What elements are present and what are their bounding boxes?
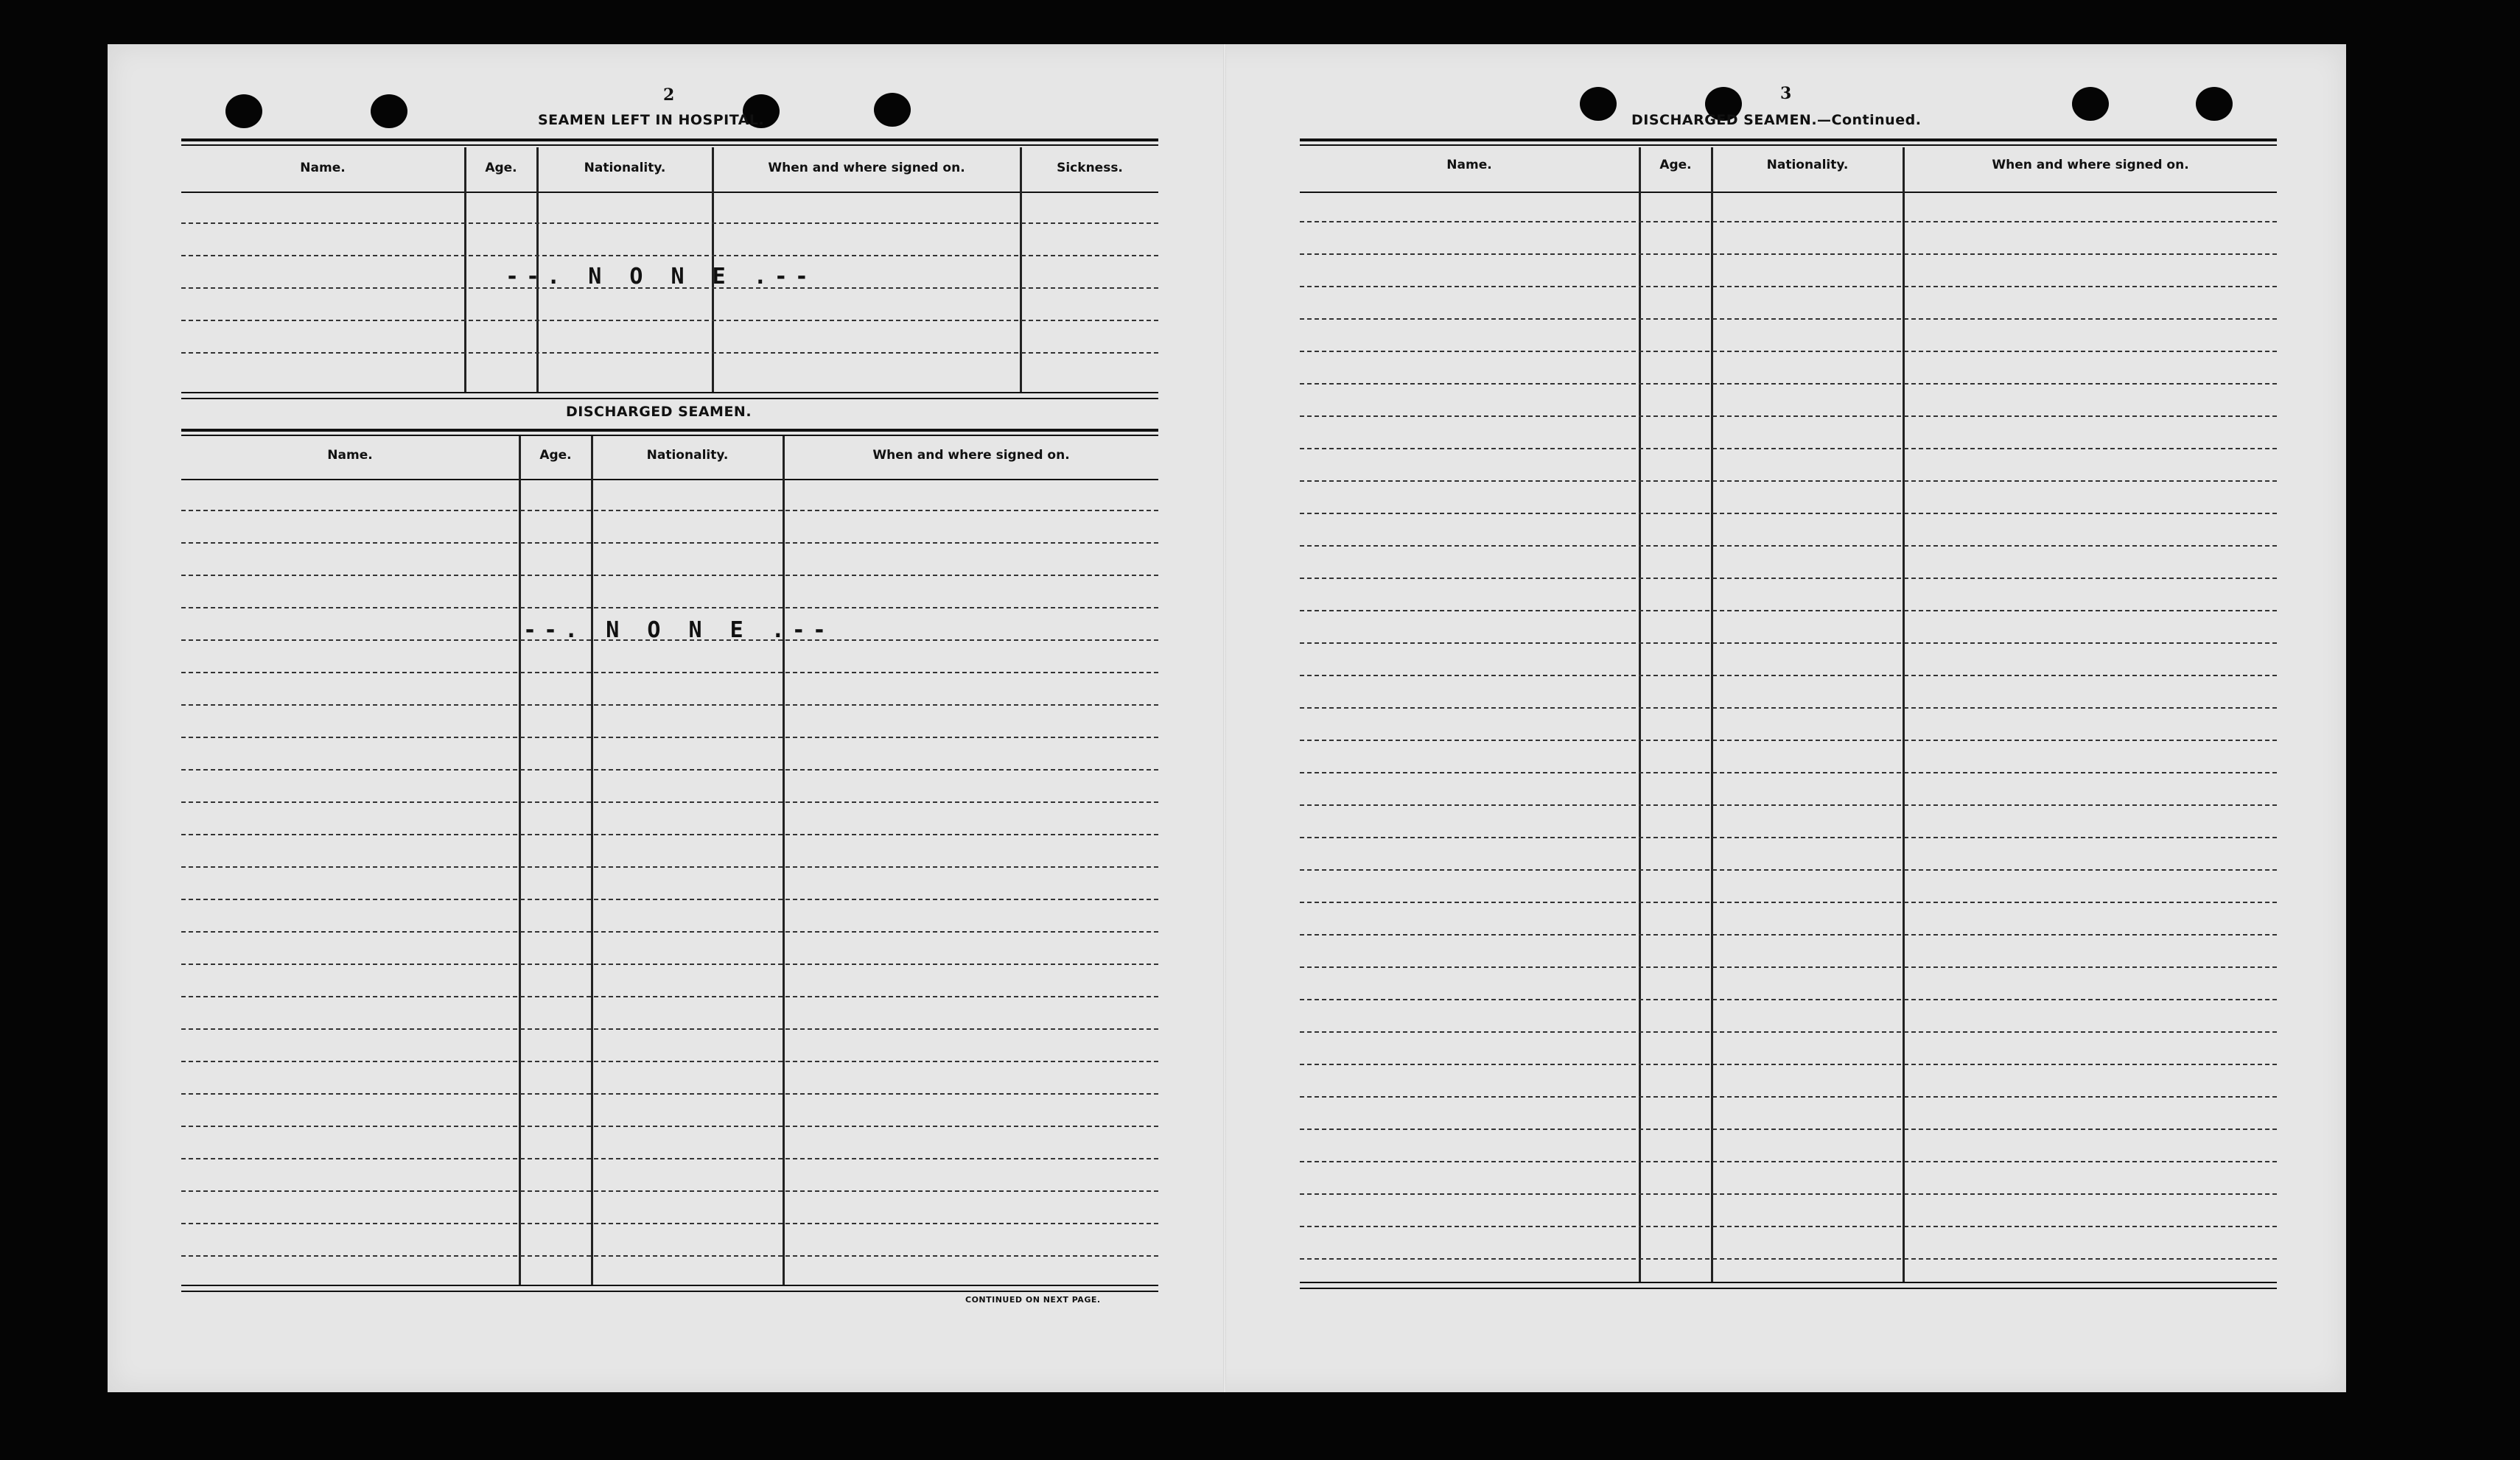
table-row [181, 704, 1158, 706]
col-head-age: Age. [1659, 158, 1692, 172]
table-row [181, 1028, 1158, 1030]
section-rule [181, 392, 1158, 393]
table-row [1300, 351, 2277, 352]
top-rule [181, 138, 1158, 141]
table-row [1300, 286, 2277, 287]
table-row [181, 575, 1158, 576]
col-head-name: Name. [1446, 158, 1492, 172]
table-row [181, 1223, 1158, 1224]
top-rule [1300, 138, 2277, 141]
table-row [1300, 934, 2277, 936]
col-head-signed-on: When and where signed on. [872, 448, 1070, 463]
continued-note: CONTINUED ON NEXT PAGE. [965, 1295, 1101, 1305]
table-row [1300, 1161, 2277, 1162]
table-row [1300, 448, 2277, 449]
hospital-none-entry: --. N O N E .-- [505, 264, 816, 289]
page-number: 2 [663, 85, 675, 105]
table-row [1300, 740, 2277, 741]
table-row [1300, 221, 2277, 222]
col-head-nationality: Nationality. [584, 161, 666, 175]
table-row [181, 320, 1158, 321]
table-row [181, 1061, 1158, 1062]
table-row [1300, 966, 2277, 968]
hospital-section-title: SEAMEN LEFT IN HOSPITAL. [538, 112, 765, 128]
section-rule [181, 435, 1158, 436]
bottom-rule [1300, 1288, 2277, 1289]
punch-hole [874, 93, 911, 127]
bottom-rule [1300, 1282, 2277, 1283]
table-row [1300, 415, 2277, 417]
col-head-age: Age. [485, 161, 517, 175]
table-row [1300, 1064, 2277, 1065]
col-head-signed-on: When and where signed on. [1992, 158, 2189, 172]
section-rule [181, 398, 1158, 399]
col-head-sickness: Sickness. [1057, 161, 1123, 175]
bottom-rule [181, 1285, 1158, 1286]
table-row [1300, 480, 2277, 482]
table-row [181, 1126, 1158, 1127]
table-row [1300, 837, 2277, 838]
table-row [1300, 642, 2277, 644]
punch-hole [371, 94, 407, 128]
section-rule [181, 429, 1158, 432]
table-row [181, 510, 1158, 511]
col-head-nationality: Nationality. [1766, 158, 1849, 172]
table-row [1300, 902, 2277, 903]
table-row [1300, 999, 2277, 1000]
table-row [1300, 253, 2277, 255]
table-row [181, 542, 1158, 544]
discharged-continued-title: DISCHARGED SEAMEN.—Continued. [1631, 112, 1922, 128]
col-head-age: Age. [539, 448, 572, 463]
table-row [181, 1093, 1158, 1095]
table-row [1300, 1031, 2277, 1033]
table-row [181, 255, 1158, 256]
table-row [181, 1158, 1158, 1159]
table-row [181, 737, 1158, 738]
table-row [181, 1255, 1158, 1257]
punch-hole [1580, 87, 1617, 121]
col-head-name: Name. [327, 448, 373, 463]
table-row [1300, 804, 2277, 806]
table-row [181, 769, 1158, 771]
hospital-rows [181, 192, 1158, 392]
punch-hole [2072, 87, 2109, 121]
table-row [1300, 707, 2277, 709]
table-row [1300, 513, 2277, 514]
table-row [181, 607, 1158, 608]
top-rule-inner [181, 144, 1158, 146]
table-row [1300, 318, 2277, 320]
page-number: 3 [1780, 84, 1792, 103]
table-row [181, 801, 1158, 803]
table-row [1300, 1258, 2277, 1260]
discharged-none-entry: --. N O N E .-- [523, 617, 833, 643]
table-row [1300, 675, 2277, 676]
top-rule-inner [1300, 144, 2277, 146]
col-head-nationality: Nationality. [646, 448, 729, 463]
col-head-name: Name. [300, 161, 346, 175]
table-row [181, 964, 1158, 965]
discharged-section-title: DISCHARGED SEAMEN. [566, 404, 752, 420]
table-row [181, 899, 1158, 900]
table-row [1300, 578, 2277, 579]
discharged-rows [181, 479, 1158, 1285]
table-row [181, 1190, 1158, 1192]
punch-hole [2196, 87, 2233, 121]
table-row [181, 996, 1158, 997]
table-row [1300, 1226, 2277, 1227]
discharged-continued-rows [1300, 192, 2277, 1282]
table-row [181, 931, 1158, 933]
page-fold [1223, 44, 1226, 1392]
punch-hole [225, 94, 262, 128]
table-row [1300, 1096, 2277, 1098]
table-row [181, 672, 1158, 673]
table-row [1300, 869, 2277, 871]
table-row [1300, 1193, 2277, 1195]
table-row [1300, 383, 2277, 385]
bottom-rule [181, 1291, 1158, 1292]
table-row [1300, 1129, 2277, 1130]
table-row [1300, 772, 2277, 773]
col-head-signed-on: When and where signed on. [768, 161, 965, 175]
table-row [1300, 545, 2277, 547]
table-row [1300, 610, 2277, 611]
table-row [181, 352, 1158, 354]
table-row [181, 866, 1158, 868]
table-row [181, 222, 1158, 224]
table-row [181, 834, 1158, 835]
